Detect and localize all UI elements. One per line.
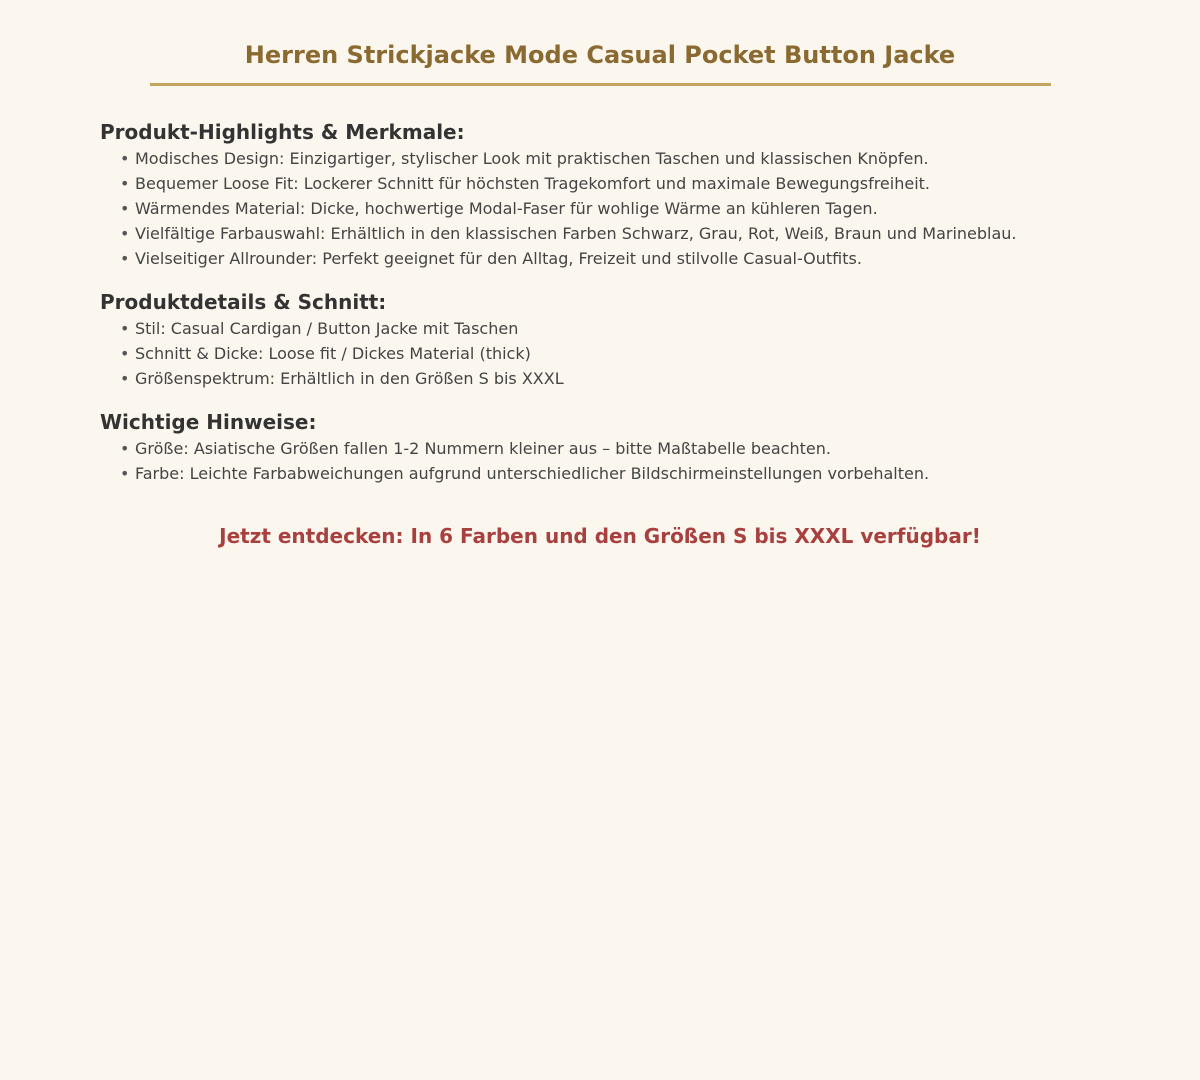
list-item — [120, 146, 1100, 171]
list-item-text: Vielseitiger Allrounder: Perfekt geeignet für den Alltag, Freizeit und stilvolle Casual-Outfits. — [135, 249, 862, 268]
list-item-text: Modisches Design: Einzigartiger, stylischer Look mit praktischen Taschen und klassischen Knöpfen. — [135, 149, 929, 168]
list-item-text: Farbe: Leichte Farbabweichungen aufgrund unterschiedlicher Bildschirmeinstellungen vorbehalten. — [135, 464, 930, 483]
bullet-icon: • — [120, 224, 130, 243]
bullet-icon: • — [120, 319, 130, 338]
list-item — [120, 341, 1100, 366]
bullet-icon: • — [120, 249, 130, 268]
list-item — [120, 436, 1100, 461]
notes-list — [100, 436, 1100, 486]
section-details — [100, 289, 1100, 391]
details-list — [100, 316, 1100, 391]
title-divider — [150, 83, 1051, 86]
section-heading-details: Produktdetails & Schnitt: — [100, 290, 387, 314]
bullet-icon: • — [120, 439, 130, 458]
list-item-text: Stil: Casual Cardigan / Button Jacke mit Taschen — [135, 319, 519, 338]
section-heading-notes: Wichtige Hinweise: — [100, 410, 317, 434]
list-item-text: Größe: Asiatische Größen fallen 1-2 Nummern kleiner aus – bitte Maßtabelle beachten. — [135, 439, 831, 458]
list-item-text: Schnitt & Dicke: Loose fit / Dickes Material (thick) — [135, 344, 531, 363]
call-to-action: Jetzt entdecken: In 6 Farben und den Größen S bis XXXL verfügbar! — [219, 524, 981, 548]
list-item — [120, 316, 1100, 341]
bullet-icon: • — [120, 149, 130, 168]
list-item-text: Wärmendes Material: Dicke, hochwertige Modal-Faser für wohlige Wärme an kühleren Tagen. — [135, 199, 878, 218]
bullet-icon: • — [120, 369, 130, 388]
list-item — [120, 196, 1100, 221]
list-item — [120, 221, 1100, 246]
section-heading-highlights: Produkt-Highlights & Merkmale: — [100, 120, 465, 144]
bullet-icon: • — [120, 174, 130, 193]
bullet-icon: • — [120, 344, 130, 363]
list-item-text: Bequemer Loose Fit: Lockerer Schnitt für höchsten Tragekomfort und maximale Bewegungsfreiheit. — [135, 174, 930, 193]
list-item — [120, 246, 1100, 271]
list-item-text: Größenspektrum: Erhältlich in den Größen S bis XXXL — [135, 369, 564, 388]
page-title: Herren Strickjacke Mode Casual Pocket Button Jacke — [244, 41, 956, 69]
section-notes — [100, 409, 1100, 486]
bullet-icon: • — [120, 464, 130, 483]
list-item — [120, 461, 1100, 486]
highlights-list — [100, 146, 1100, 271]
list-item — [120, 171, 1100, 196]
list-item — [120, 366, 1100, 391]
bullet-icon: • — [120, 199, 130, 218]
list-item-text: Vielfältige Farbauswahl: Erhältlich in den klassischen Farben Schwarz, Grau, Rot, Weiß, Braun und Marineblau. — [135, 224, 1017, 243]
section-highlights — [100, 119, 1100, 271]
